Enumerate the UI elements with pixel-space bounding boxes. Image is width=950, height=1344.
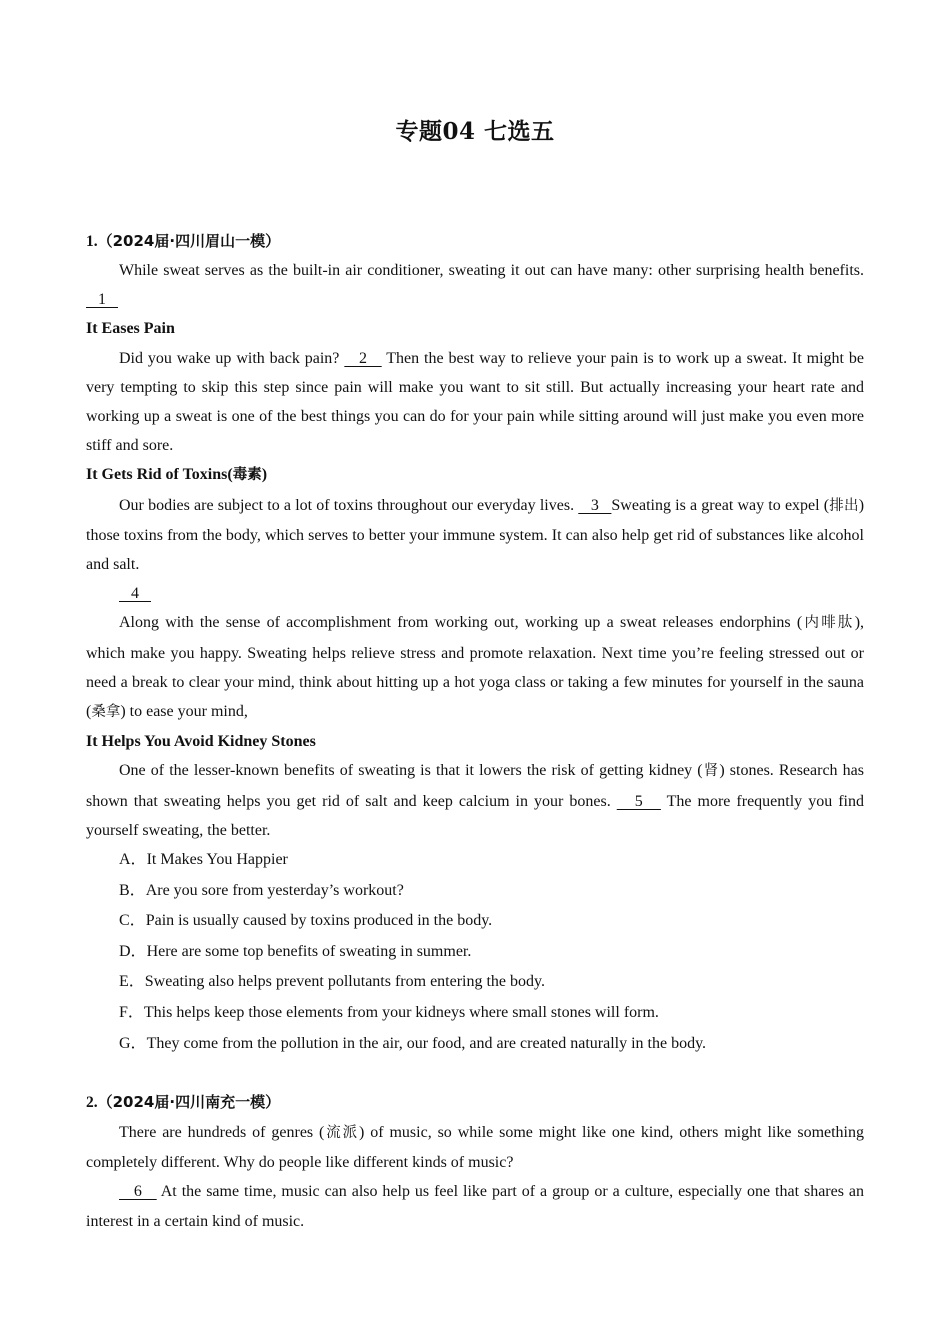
- page-title: 专题04 七选五: [395, 118, 555, 145]
- question-number: 1.: [86, 233, 98, 250]
- heading-text: ): [261, 466, 268, 484]
- question-source: （2024届·四川眉山一模）: [97, 232, 281, 250]
- section-heading: It Eases Pain: [86, 320, 175, 338]
- paragraph: [86, 491, 864, 580]
- blank-3: 3: [578, 496, 612, 514]
- paragraph-text: ) stones. Research has shown that sweating helps you get rid of salt and keep calcium in your bones.: [86, 762, 864, 810]
- intro-paragraph: [86, 1118, 864, 1177]
- blank-5: 5: [616, 792, 661, 810]
- question-1-body: [86, 256, 864, 1059]
- gloss: 肾: [702, 763, 720, 780]
- paragraph-text: ), which make you happy. Sweating helps relieve stress and promote relaxation. Next time you’re feeling stressed out or need a break to clear your mind, think about hitting up a hot yoga class or taking a few minutes for yourself in the sauna (: [86, 614, 865, 721]
- heading-text: It Gets Rid of Toxins(: [86, 466, 233, 484]
- paragraph-text: There are hundreds of genres (: [119, 1124, 325, 1141]
- option-letter: C．: [119, 912, 146, 930]
- option-text: Pain is usually caused by toxins produced in the body.: [145, 912, 493, 930]
- paragraph: [86, 1177, 864, 1235]
- question-header: [86, 229, 864, 254]
- option-c: [119, 906, 864, 937]
- question-number: 2.: [86, 1094, 98, 1111]
- option-text: They come from the pollution in the air, our food, and are created naturally in the body.: [146, 1034, 707, 1052]
- question-1: [86, 229, 864, 254]
- intro-paragraph: [86, 256, 864, 314]
- option-a: [119, 845, 864, 876]
- gloss: 排出: [829, 497, 859, 514]
- question-source: （2024届·四川南充一模）: [97, 1093, 281, 1111]
- blank-2: 2: [344, 349, 382, 367]
- option-letter: G．: [119, 1034, 147, 1052]
- question-header: [86, 1090, 864, 1115]
- question-2-body: [86, 1118, 864, 1236]
- option-e: [119, 967, 864, 998]
- paragraph-text: Did you wake up with back pain?: [119, 349, 345, 367]
- gloss: 流派: [324, 1125, 360, 1141]
- option-letter: F．: [119, 1004, 144, 1022]
- section-heading: [86, 460, 864, 490]
- paragraph-text: One of the lesser-known benefits of sweating is that it lowers the risk of getting kidney (: [119, 762, 703, 780]
- paragraph-text: At the same time, music can also help us feel like part of a group or a culture, especially one that shares an interest in a certain kind of music.: [86, 1183, 865, 1230]
- option-text: Are you sore from yesterday’s workout?: [145, 881, 404, 899]
- paragraph-text: ) of music, so while some might like one kind, others might like something completely different. Why do people like different kinds of music?: [86, 1124, 864, 1172]
- option-text: Sweating also helps prevent pollutants from entering the body.: [144, 973, 545, 991]
- option-text: It Makes You Happier: [146, 851, 288, 869]
- gloss: 桑拿: [91, 704, 121, 721]
- option-letter: B．: [119, 881, 146, 899]
- option-letter: A．: [119, 851, 147, 869]
- question-2: [86, 1090, 864, 1115]
- section-heading: It Helps You Avoid Kidney Stones: [86, 733, 316, 751]
- gloss: 内啡肽: [802, 615, 855, 632]
- blank-line: [86, 579, 864, 608]
- option-b: [119, 876, 864, 907]
- paragraph-text: Our bodies are subject to a lot of toxins throughout our everyday lives.: [119, 496, 579, 514]
- blank-4: 4: [119, 585, 151, 603]
- blank-6: 6: [119, 1183, 157, 1201]
- option-d: [119, 937, 864, 968]
- paragraph-text: The more frequently you find yourself sweating, the better.: [86, 792, 865, 839]
- option-text: Here are some top benefits of sweating in summer.: [146, 942, 472, 960]
- paragraph-text: ) those toxins from the body, which serves to better your immune system. It can also help get rid of substances like alcohol and salt.: [86, 496, 865, 574]
- option-text: This helps keep those elements from your kidneys where small stones will form.: [143, 1004, 659, 1022]
- paragraph-text: Along with the sense of accomplishment from working out, working up a sweat releases endorphins (: [119, 614, 803, 632]
- paragraph: [86, 344, 864, 461]
- option-g: [119, 1029, 864, 1060]
- paragraph-text: ) to ease your mind,: [120, 703, 248, 721]
- options-list: [86, 845, 864, 1059]
- paragraph: [86, 756, 864, 845]
- paragraph-text: Sweating is a great way to expel (: [611, 496, 830, 514]
- option-letter: E．: [119, 973, 145, 991]
- option-f: [119, 998, 864, 1029]
- heading-gloss: 毒素: [232, 467, 262, 484]
- paragraph-text: While sweat serves as the built-in air conditioner, sweating it out can have many: other surprising health benefits.: [119, 262, 864, 279]
- paragraph-text: Then the best way to relieve your pain is to work up a sweat. It might be very tempting to skip this step since pain will make you want to sit still. But actually increasing your heart rate and working up a sweat is one of the best things you can do for your pain while sitting around will just make you even more stiff and sore.: [86, 349, 864, 455]
- option-letter: D．: [119, 942, 147, 960]
- paragraph: [86, 608, 864, 727]
- blank-1: 1: [86, 291, 118, 309]
